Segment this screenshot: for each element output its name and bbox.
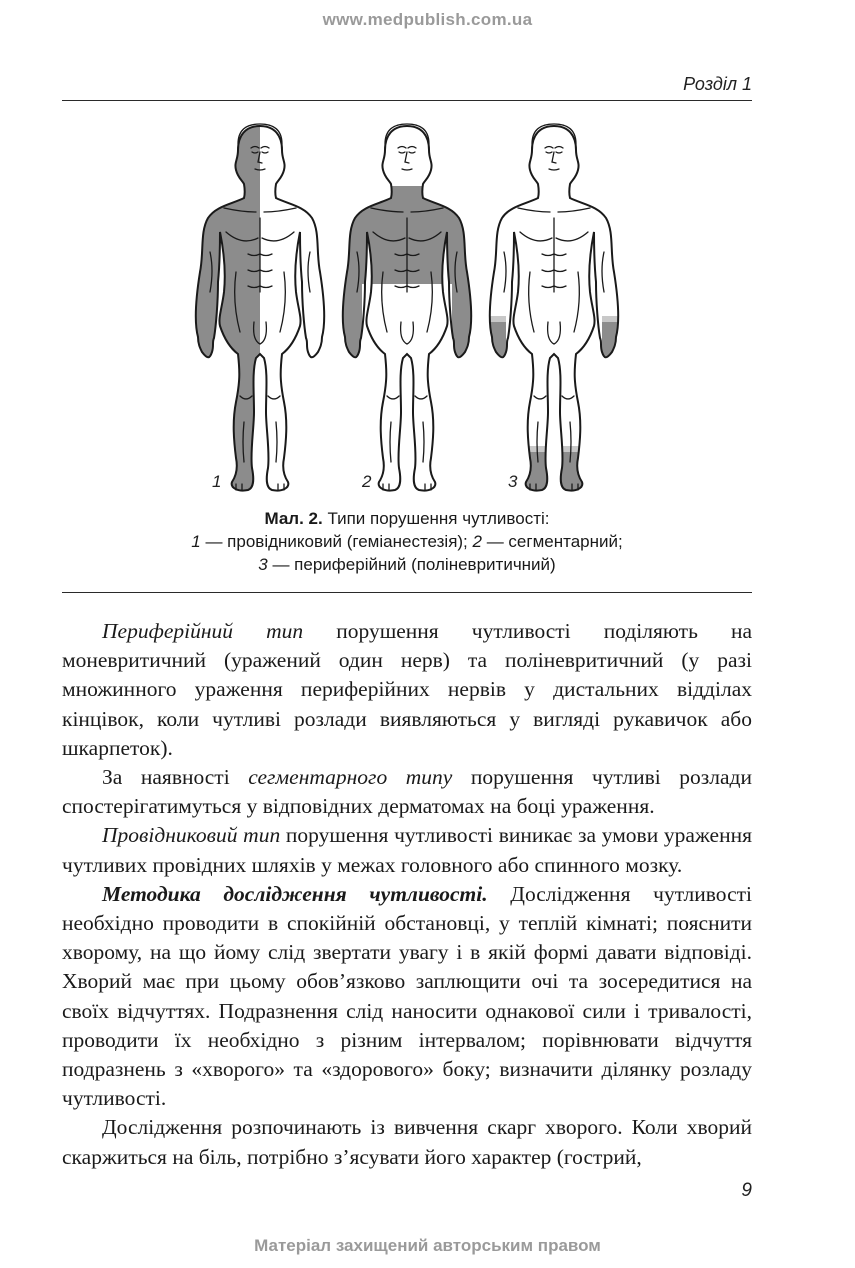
- caption-text-3: — периферійний (поліневритичний): [267, 555, 556, 574]
- section-heading-method: Методика дослідження чутливості.: [102, 881, 488, 906]
- paragraph-conductive-text: порушення чутливості виникає за умови ураження чутливих провідних шляхів у межах головного або спинного мозку.: [62, 823, 752, 877]
- caption-line-1: [62, 507, 752, 530]
- paragraph-peripheral: [62, 617, 752, 763]
- figure-caption: [62, 507, 752, 576]
- caption-line-2: [62, 530, 752, 553]
- figure-illustration: [62, 110, 752, 502]
- header-rule: [62, 100, 752, 101]
- term-peripheral: Периферійний тип: [102, 619, 304, 643]
- figure-1-body: [192, 110, 324, 502]
- figure-sensitivity-types: [62, 110, 752, 502]
- paragraph-complaints: Дослідження розпочинають із вивчення скарг хворого. Коли хворий скаржиться на біль, потрібно з’ясувати його характер (гострий,: [62, 1115, 752, 1169]
- figure-2-label: 2: [362, 472, 372, 491]
- caption-rule: [62, 592, 752, 593]
- paragraph-segmental: [62, 763, 752, 821]
- paragraph-method: [62, 880, 752, 1114]
- paragraph-segmental-text: порушення чутливі розлади спостерігатимуться у відповідних дерматомах на боці ураження.: [62, 765, 752, 819]
- figure-2-body: [332, 124, 482, 491]
- caption-label: Мал. 2.: [264, 509, 323, 528]
- paragraph-method-text: Дослідження чутливості необхідно проводити в спокійній обстановці, у теплій кімнаті; пояснити хворому, на що йому слід звертати увагу і в якій формі давати відповіді. Хворий має при цьому обов’язково заплющити очі та зосередитися на своїх відчуттях. Подразнення слід наносити однакової сили і тривалості, проводити їх необхідно з різним інтервалом; порівнювати відчуття подразнень з «хворого» та «здорового» боку; визначити ділянку розладу чутливості.: [62, 881, 752, 1111]
- caption-num-1: 1: [191, 532, 201, 551]
- site-url: www.medpublish.com.ua: [322, 10, 533, 29]
- caption-text-2: — сегментарний;: [481, 532, 623, 551]
- paragraph-segmental-pre: За наявності: [102, 765, 249, 790]
- page-number: 9: [741, 1180, 752, 1201]
- caption-line-3: [62, 553, 752, 576]
- term-conductive: Провідниковий тип: [102, 823, 281, 848]
- running-head: Розділ 1: [683, 74, 752, 94]
- figure-3-label: 3: [508, 472, 518, 491]
- caption-title: Типи порушення чутливості:: [322, 509, 550, 528]
- caption-num-3: 3: [258, 555, 268, 574]
- paragraph-peripheral-text: порушення чутливості поділяють на моневритичний (уражений один нерв) та поліневритичний (у разі множинного ураження периферійних нервів у дистальних відділах кінцівок, коли чутливі розлади виявляються у вигляді рукавичок або шкарпеток).: [62, 619, 753, 760]
- body-text: [62, 617, 752, 1172]
- figure-3-body: [482, 124, 626, 496]
- copyright-notice: Матеріал захищений авторським правом: [254, 1236, 601, 1255]
- caption-text-1: — провідниковий (геміанестезія);: [200, 532, 473, 551]
- figure-1-label: 1: [212, 472, 222, 491]
- caption-num-2: 2: [472, 532, 482, 551]
- term-segmental: сегментарного типу: [248, 765, 453, 790]
- paragraph-conductive: [62, 821, 752, 879]
